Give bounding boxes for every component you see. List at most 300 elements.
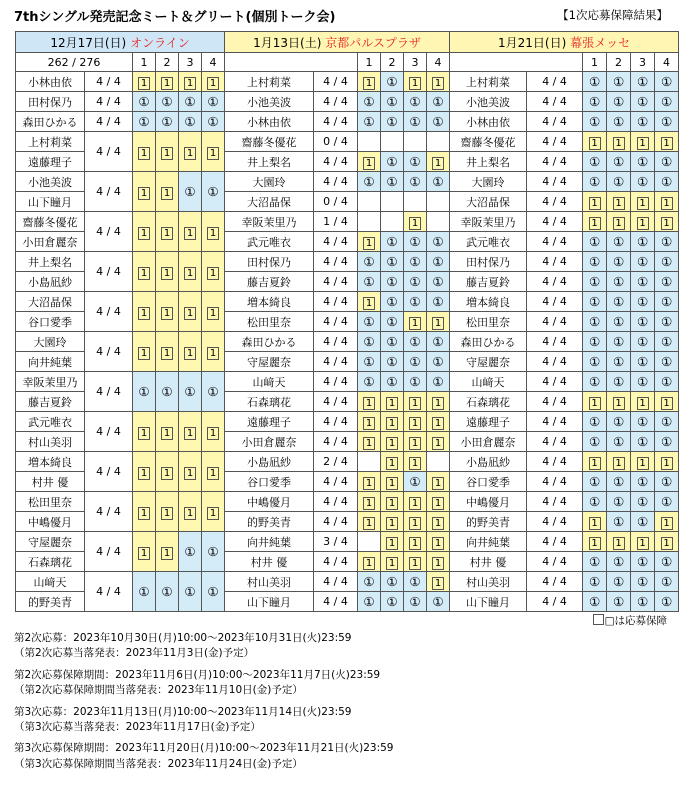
- slot-cell: ①: [381, 252, 404, 272]
- guaranteed-mark: 1: [409, 557, 421, 570]
- member-name: 小田倉麗奈: [225, 432, 314, 452]
- slot-cell: ①: [583, 92, 607, 112]
- ticket-count: 4 / 4: [85, 72, 133, 92]
- slot-cell: [179, 212, 202, 252]
- member-name: 齋藤冬優花: [225, 132, 314, 152]
- member-name: 向井純葉: [225, 532, 314, 552]
- guaranteed-mark: 1: [409, 517, 421, 530]
- slot-cell: [156, 212, 179, 252]
- guaranteed-mark: 1: [363, 237, 375, 250]
- slot-header: 1: [358, 53, 381, 72]
- slot-cell: ①: [202, 112, 225, 132]
- slot-header: 3: [404, 53, 427, 72]
- slot-cell: ①: [427, 292, 450, 312]
- member-name: 小島凪紗: [450, 452, 527, 472]
- slot-cell: ①: [583, 592, 607, 612]
- ticket-count: 4 / 4: [314, 92, 358, 112]
- guaranteed-mark: 1: [637, 537, 649, 550]
- slot-cell: [655, 392, 679, 412]
- slot-cell: ①: [655, 312, 679, 332]
- ticket-count: 4 / 4: [85, 112, 133, 132]
- slot-cell: [583, 192, 607, 212]
- guaranteed-mark: 1: [207, 267, 219, 280]
- member-name: 井上梨名: [16, 252, 85, 272]
- slot-cell: ①: [404, 472, 427, 492]
- table-row: [16, 172, 679, 192]
- guaranteed-mark: 1: [661, 137, 673, 150]
- slot-cell: ①: [655, 572, 679, 592]
- member-name: 村井 優: [450, 552, 527, 572]
- slot-cell: [358, 492, 381, 512]
- member-name: 大園玲: [450, 172, 527, 192]
- ticket-count: 4 / 4: [314, 112, 358, 132]
- slot-cell: [133, 492, 156, 532]
- ticket-count: 0 / 4: [314, 132, 358, 152]
- slot-cell: ①: [381, 112, 404, 132]
- slot-cell: ①: [202, 172, 225, 212]
- guaranteed-mark: 1: [613, 217, 625, 230]
- ticket-count: 4 / 4: [85, 572, 133, 612]
- slot-cell: ①: [133, 92, 156, 112]
- member-name: 村井 優: [16, 472, 85, 492]
- slot-cell: ①: [655, 552, 679, 572]
- slot-cell: ①: [381, 372, 404, 392]
- slot-cell: [583, 212, 607, 232]
- slot-cell: [427, 492, 450, 512]
- ticket-count: 4 / 4: [527, 212, 583, 232]
- ticket-count: 4 / 4: [314, 592, 358, 612]
- slot-cell: ①: [381, 592, 404, 612]
- slot-cell: [133, 332, 156, 372]
- slot-cell: ①: [583, 112, 607, 132]
- guaranteed-mark: 1: [432, 537, 444, 550]
- slot-cell: ①: [607, 272, 631, 292]
- member-name: 小林由依: [225, 112, 314, 132]
- guaranteed-mark: 1: [138, 307, 150, 320]
- member-name: 大園玲: [225, 172, 314, 192]
- guaranteed-mark: 1: [637, 397, 649, 410]
- slot-cell: [156, 172, 179, 212]
- table-row: [16, 72, 679, 92]
- slot-cell: [179, 332, 202, 372]
- guaranteed-mark: 1: [161, 547, 173, 560]
- slot-cell: ①: [631, 572, 655, 592]
- guaranteed-mark: 1: [207, 147, 219, 160]
- slot-cell: ①: [381, 292, 404, 312]
- member-name: 田村保乃: [450, 252, 527, 272]
- slot-cell: ①: [179, 112, 202, 132]
- ticket-count: 4 / 4: [314, 272, 358, 292]
- slot-cell: ①: [133, 572, 156, 612]
- guaranteed-mark: 1: [661, 197, 673, 210]
- slot-header: 4: [202, 53, 225, 72]
- member-name: 石森璃花: [16, 552, 85, 572]
- slot-cell: [202, 252, 225, 292]
- table-row: [16, 572, 679, 592]
- slot-cell: ①: [381, 172, 404, 192]
- member-name: 的野美青: [450, 512, 527, 532]
- slot-cell: [179, 132, 202, 172]
- slot-cell: ①: [607, 252, 631, 272]
- table-row: [16, 372, 679, 392]
- slot-cell: [358, 292, 381, 312]
- ticket-count: 4 / 4: [314, 292, 358, 312]
- guaranteed-mark: 1: [386, 397, 398, 410]
- slot-cell: ①: [358, 332, 381, 352]
- ticket-count: 4 / 4: [527, 352, 583, 372]
- slot-cell: [404, 432, 427, 452]
- slot-cell: ①: [583, 412, 607, 432]
- slot-cell: ①: [404, 292, 427, 312]
- event-venue: 京都パルスプラザ: [325, 35, 421, 50]
- slot-cell: ①: [607, 512, 631, 532]
- total-count: 262 / 276: [16, 53, 133, 72]
- slot-cell: [655, 192, 679, 212]
- guaranteed-mark: 1: [161, 307, 173, 320]
- ticket-count: 4 / 4: [527, 372, 583, 392]
- slot-cell: [358, 192, 381, 212]
- slot-cell: ①: [427, 592, 450, 612]
- slot-cell: ①: [404, 352, 427, 372]
- member-name: 小林由依: [16, 72, 85, 92]
- slot-cell: ①: [607, 472, 631, 492]
- ticket-count: 4 / 4: [527, 452, 583, 472]
- guaranteed-mark: 1: [207, 347, 219, 360]
- ticket-count: 4 / 4: [314, 392, 358, 412]
- slot-cell: [156, 532, 179, 572]
- slot-cell: ①: [358, 572, 381, 592]
- ticket-count: 4 / 4: [85, 212, 133, 252]
- slot-cell: [358, 392, 381, 412]
- slot-cell: [655, 212, 679, 232]
- slot-cell: ①: [156, 372, 179, 412]
- slot-cell: ①: [404, 172, 427, 192]
- member-name: 小田倉麗奈: [450, 432, 527, 452]
- guaranteed-mark: 1: [363, 417, 375, 430]
- slot-cell: ①: [631, 592, 655, 612]
- slot-cell: ①: [631, 152, 655, 172]
- slot-cell: ①: [202, 372, 225, 412]
- slot-cell: [156, 292, 179, 332]
- slot-cell: [156, 332, 179, 372]
- ticket-count: 4 / 4: [85, 492, 133, 532]
- slot-cell: [156, 492, 179, 532]
- slot-cell: ①: [607, 112, 631, 132]
- ticket-count: 4 / 4: [527, 72, 583, 92]
- slot-cell: ①: [583, 292, 607, 312]
- slot-cell: [179, 452, 202, 492]
- slot-cell: ①: [133, 112, 156, 132]
- ticket-count: 4 / 4: [527, 172, 583, 192]
- member-name: 谷口愛季: [225, 472, 314, 492]
- slot-cell: [404, 72, 427, 92]
- slot-cell: ①: [631, 92, 655, 112]
- guaranteed-mark: 1: [589, 517, 601, 530]
- slot-cell: ①: [404, 152, 427, 172]
- guaranteed-mark: 1: [589, 137, 601, 150]
- guaranteed-mark: 1: [589, 217, 601, 230]
- guaranteed-mark: 1: [138, 427, 150, 440]
- guaranteed-mark: 1: [184, 147, 196, 160]
- member-name: 齋藤冬優花: [16, 212, 85, 232]
- guaranteed-mark: 1: [613, 397, 625, 410]
- member-name: 石森璃花: [225, 392, 314, 412]
- slot-cell: [179, 252, 202, 292]
- slot-header: 1: [583, 53, 607, 72]
- slot-cell: ①: [583, 172, 607, 192]
- member-name: 増本綺良: [450, 292, 527, 312]
- slot-cell: [202, 132, 225, 172]
- member-name: 武元唯衣: [225, 232, 314, 252]
- guaranteed-mark: 1: [432, 517, 444, 530]
- slot-cell: [202, 452, 225, 492]
- member-name: 山﨑天: [225, 372, 314, 392]
- guaranteed-mark: 1: [184, 507, 196, 520]
- slot-cell: ①: [631, 512, 655, 532]
- member-name: 谷口愛季: [450, 472, 527, 492]
- member-name: 森田ひかる: [450, 332, 527, 352]
- member-name: 守屋麗奈: [225, 352, 314, 372]
- ticket-count: 4 / 4: [314, 492, 358, 512]
- member-name: 中嶋優月: [450, 492, 527, 512]
- slot-cell: ①: [607, 592, 631, 612]
- guaranteed-mark: 1: [363, 437, 375, 450]
- ticket-count: 4 / 4: [314, 152, 358, 172]
- slot-cell: ①: [156, 112, 179, 132]
- slot-cell: ①: [631, 412, 655, 432]
- slot-header: 4: [655, 53, 679, 72]
- blank-header: [225, 53, 358, 72]
- slot-cell: ①: [583, 332, 607, 352]
- slot-header: 3: [179, 53, 202, 72]
- ticket-count: 4 / 4: [314, 172, 358, 192]
- ticket-count: 4 / 4: [527, 152, 583, 172]
- ticket-count: 4 / 4: [85, 332, 133, 372]
- slot-cell: ①: [381, 332, 404, 352]
- member-name: 井上梨名: [450, 152, 527, 172]
- ticket-count: 4 / 4: [527, 472, 583, 492]
- slot-cell: ①: [381, 72, 404, 92]
- event-venue: オンライン: [130, 35, 190, 50]
- ticket-count: 4 / 4: [314, 412, 358, 432]
- guaranteed-mark: 1: [138, 227, 150, 240]
- ticket-count: 4 / 4: [527, 112, 583, 132]
- guaranteed-mark: 1: [207, 507, 219, 520]
- slot-cell: ①: [427, 332, 450, 352]
- guaranteed-mark: 1: [661, 537, 673, 550]
- event-header-row: [16, 32, 679, 53]
- slot-header: 2: [607, 53, 631, 72]
- guaranteed-mark: 1: [637, 137, 649, 150]
- guaranteed-mark: 1: [386, 477, 398, 490]
- note-line: （第3次応募当落発表：2023年11月17日(金)予定）: [14, 721, 261, 734]
- slot-cell: ①: [381, 352, 404, 372]
- ticket-count: 4 / 4: [314, 72, 358, 92]
- slot-cell: ①: [607, 172, 631, 192]
- guaranteed-mark: 1: [386, 537, 398, 550]
- guaranteed-mark: 1: [409, 437, 421, 450]
- slot-cell: [427, 192, 450, 212]
- guaranteed-mark: 1: [409, 497, 421, 510]
- slot-cell: [427, 72, 450, 92]
- member-name: 遠藤理子: [225, 412, 314, 432]
- slot-cell: [655, 532, 679, 552]
- slot-cell: [358, 152, 381, 172]
- slot-cell: [404, 512, 427, 532]
- slot-cell: ①: [202, 532, 225, 572]
- member-name: 武元唯衣: [16, 412, 85, 432]
- slot-cell: [156, 412, 179, 452]
- slot-cell: ①: [607, 572, 631, 592]
- member-name: 大沼晶保: [16, 292, 85, 312]
- member-name: 小池美波: [225, 92, 314, 112]
- event-header-kyoto: [225, 32, 450, 53]
- slot-cell: [404, 492, 427, 512]
- slot-cell: ①: [631, 492, 655, 512]
- slot-cell: ①: [607, 92, 631, 112]
- member-name: 松田里奈: [225, 312, 314, 332]
- slot-cell: [655, 452, 679, 472]
- slot-cell: ①: [179, 532, 202, 572]
- slot-cell: [631, 392, 655, 412]
- member-name: 守屋麗奈: [16, 532, 85, 552]
- slot-cell: ①: [607, 372, 631, 392]
- slot-cell: ①: [583, 552, 607, 572]
- ticket-count: 4 / 4: [314, 312, 358, 332]
- slot-cell: ①: [427, 112, 450, 132]
- member-name: 向井純葉: [16, 352, 85, 372]
- slot-cell: ①: [655, 112, 679, 132]
- ticket-count: 0 / 4: [314, 192, 358, 212]
- slot-cell: [381, 212, 404, 232]
- slot-cell: [427, 432, 450, 452]
- slot-cell: [179, 72, 202, 92]
- slot-cell: [358, 212, 381, 232]
- slot-cell: [133, 292, 156, 332]
- ticket-count: 4 / 4: [527, 332, 583, 352]
- member-name: 小池美波: [450, 92, 527, 112]
- guaranteed-mark: 1: [207, 467, 219, 480]
- slot-cell: ①: [631, 72, 655, 92]
- member-name: 田村保乃: [16, 92, 85, 112]
- slot-cell: ①: [358, 172, 381, 192]
- slot-cell: [381, 452, 404, 472]
- ticket-count: 4 / 4: [314, 232, 358, 252]
- slot-cell: ①: [631, 352, 655, 372]
- slot-cell: ①: [631, 252, 655, 272]
- slot-cell: [427, 312, 450, 332]
- slot-cell: ①: [607, 312, 631, 332]
- slot-header-row: [16, 53, 679, 72]
- guaranteed-mark: 1: [409, 217, 421, 230]
- slot-cell: ①: [655, 252, 679, 272]
- slot-cell: ①: [655, 232, 679, 252]
- guaranteed-mark: 1: [613, 137, 625, 150]
- member-name: 山﨑天: [450, 372, 527, 392]
- guaranteed-mark: 1: [207, 227, 219, 240]
- ticket-count: 4 / 4: [85, 92, 133, 112]
- slot-cell: [427, 392, 450, 412]
- slot-cell: ①: [404, 272, 427, 292]
- slot-cell: [133, 72, 156, 92]
- slot-cell: [404, 132, 427, 152]
- event-header-makuhari: [450, 32, 679, 53]
- table-row: [16, 452, 679, 472]
- slot-header: 2: [156, 53, 179, 72]
- guaranteed-mark: 1: [386, 457, 398, 470]
- table-row: [16, 132, 679, 152]
- slot-cell: ①: [358, 372, 381, 392]
- ticket-count: 1 / 4: [314, 212, 358, 232]
- slot-cell: ①: [404, 112, 427, 132]
- slot-cell: [358, 552, 381, 572]
- guaranteed-mark: 1: [184, 267, 196, 280]
- guaranteed-mark: 1: [613, 457, 625, 470]
- slot-cell: ①: [427, 232, 450, 252]
- ticket-count: 4 / 4: [527, 272, 583, 292]
- slot-cell: [631, 452, 655, 472]
- guaranteed-mark: 1: [184, 347, 196, 360]
- ticket-count: 4 / 4: [527, 392, 583, 412]
- ticket-count: 4 / 4: [314, 252, 358, 272]
- slot-cell: ①: [358, 272, 381, 292]
- slot-cell: ①: [381, 272, 404, 292]
- guaranteed-mark: 1: [161, 267, 173, 280]
- slot-cell: ①: [427, 272, 450, 292]
- slot-cell: ①: [655, 292, 679, 312]
- schedule-table: [15, 31, 679, 612]
- member-name: 山下瞳月: [450, 592, 527, 612]
- guaranteed-mark: 1: [363, 477, 375, 490]
- slot-cell: ①: [381, 572, 404, 592]
- slot-cell: [427, 132, 450, 152]
- slot-cell: ①: [583, 472, 607, 492]
- member-name: 幸阪茉里乃: [450, 212, 527, 232]
- slot-cell: [427, 152, 450, 172]
- guaranteed-mark: 1: [409, 457, 421, 470]
- guaranteed-mark: 1: [432, 397, 444, 410]
- guaranteed-mark: 1: [386, 437, 398, 450]
- ticket-count: 4 / 4: [527, 132, 583, 152]
- slot-cell: [583, 512, 607, 532]
- ticket-count: 3 / 4: [314, 532, 358, 552]
- slot-cell: ①: [404, 572, 427, 592]
- ticket-count: 4 / 4: [527, 552, 583, 572]
- note-line: （第2次応募当落発表：2023年11月3日(金)予定）: [14, 647, 255, 660]
- ticket-count: 4 / 4: [314, 332, 358, 352]
- member-name: 中嶋優月: [225, 492, 314, 512]
- slot-header: 1: [133, 53, 156, 72]
- slot-cell: ①: [655, 492, 679, 512]
- guaranteed-mark: 1: [161, 187, 173, 200]
- slot-cell: [358, 532, 381, 552]
- slot-cell: [202, 292, 225, 332]
- guaranteed-mark: 1: [363, 297, 375, 310]
- slot-cell: [404, 452, 427, 472]
- slot-cell: ①: [607, 292, 631, 312]
- member-name: 増本綺良: [16, 452, 85, 472]
- guaranteed-mark: 1: [661, 397, 673, 410]
- slot-header: 4: [427, 53, 450, 72]
- member-name: 村山美羽: [225, 572, 314, 592]
- member-name: 森田ひかる: [225, 332, 314, 352]
- slot-cell: ①: [655, 372, 679, 392]
- slot-cell: ①: [156, 572, 179, 612]
- slot-cell: [202, 72, 225, 92]
- guaranteed-mark: 1: [661, 217, 673, 230]
- member-name: 小池美波: [16, 172, 85, 192]
- page-title: 7thシングル発売記念ミート＆グリート(個別トーク会): [14, 10, 336, 25]
